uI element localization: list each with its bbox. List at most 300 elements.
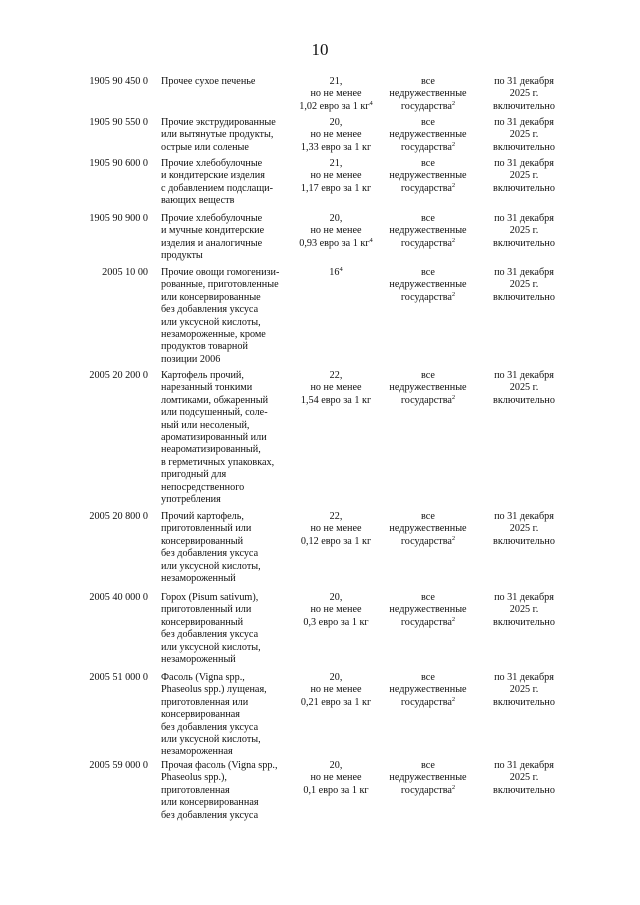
line-text: по 31 декабря [494,117,554,128]
text-line [478,697,570,709]
countries [382,267,474,304]
text-line [382,785,474,797]
text-line [161,573,293,585]
line-text: консервированная [161,709,240,721]
line-text: Прочая фасоль (Vigna spp., [161,760,278,771]
line-text: 2025 г. [509,279,539,291]
line-text: включительно [493,784,555,796]
text-line [382,225,474,237]
text-line [382,382,474,394]
line-text: все [421,760,435,771]
footnote-marker: 2 [451,290,456,298]
text-line [288,617,384,629]
text-line [161,420,293,432]
footnote-marker: 4 [369,99,373,107]
text-line [478,370,570,382]
validity-term [478,370,570,407]
text-line [288,238,384,250]
text-line [478,129,570,141]
text-line [478,684,570,696]
line-text: Прочие овощи гомогенизи- [161,267,280,278]
line-text: недружественные [389,772,467,784]
footnote-marker: 2 [451,393,456,401]
validity-term [478,592,570,629]
line-text: 2025 г. [509,523,539,535]
line-text: рованные, приготовленные [161,279,279,291]
footnote-marker: 4 [369,236,373,244]
text-line [161,734,293,746]
text-line [478,617,570,629]
text-line [161,279,293,291]
product-description [161,267,293,366]
validity-term [478,511,570,548]
line-text: 21, [329,76,343,87]
countries [382,370,474,407]
line-text: государства [400,141,452,153]
text-line [382,511,474,523]
text-line [161,494,293,506]
footnote-marker: 2 [451,236,456,244]
line-text: 20, [329,213,343,224]
text-line [161,76,293,88]
text-line [161,317,293,329]
line-text: без добавления уксуса [161,809,259,821]
hs-code: 1905 90 600 0 [89,158,148,169]
text-line [161,370,293,382]
product-description [161,158,293,208]
product-description [161,592,293,666]
line-text: или уксусной кислоты, [161,641,261,653]
line-text: консервированный [161,616,244,628]
text-line [161,629,293,641]
text-line [478,238,570,250]
countries [382,117,474,154]
line-text: государства [400,784,452,796]
text-line [478,536,570,548]
text-line [382,117,474,129]
line-text: Прочие экструдированные [161,117,276,128]
line-text: но не менее [310,684,362,696]
text-line [382,617,474,629]
line-text: включительно [493,182,555,194]
product-description [161,370,293,506]
text-line [161,304,293,316]
line-text: Фасоль (Vigna spp., [161,672,245,683]
text-line [382,76,474,88]
text-line [288,183,384,195]
duty-rate [288,267,384,279]
text-line [161,407,293,419]
text-line [161,457,293,469]
text-line [478,760,570,772]
text-line [382,292,474,304]
line-text: но не менее [310,604,362,616]
line-text: 1,02 евро за 1 кг [299,100,370,112]
text-line [478,88,570,100]
line-text: по 31 декабря [494,672,554,683]
line-text: государства [400,182,452,194]
line-text: вающих веществ [161,195,235,207]
line-text: все [421,213,435,224]
line-text: недружественные [389,279,467,291]
text-line [382,536,474,548]
countries [382,213,474,250]
text-line [161,225,293,237]
text-line [382,592,474,604]
text-line [161,709,293,721]
validity-term [478,672,570,709]
text-line [288,760,384,772]
text-line [161,561,293,573]
text-line [478,592,570,604]
line-text: по 31 декабря [494,592,554,603]
text-line [382,697,474,709]
text-line [161,797,293,809]
text-line [161,469,293,481]
text-line [161,341,293,353]
text-line [382,213,474,225]
line-text: 0,1 евро за 1 кг [303,784,369,796]
duty-rate [288,511,384,548]
line-text: государства [400,291,452,303]
line-text: государства [400,100,452,112]
text-line [478,382,570,394]
countries [382,158,474,195]
line-text: ный или несоленый, [161,419,250,431]
text-line [161,785,293,797]
text-line [161,722,293,734]
text-line [478,76,570,88]
text-line [161,672,293,684]
line-text: 2025 г. [509,225,539,237]
countries [382,76,474,113]
text-line [161,432,293,444]
product-description [161,672,293,759]
text-line [161,142,293,154]
footnote-marker: 2 [451,783,456,791]
line-text: незамороженная [161,746,233,758]
text-line [288,142,384,154]
line-text: нарезанный тонкими [161,382,253,394]
duty-rate [288,370,384,407]
line-text: 2025 г. [509,170,539,182]
validity-term [478,76,570,113]
line-text: 0,3 евро за 1 кг [303,616,369,628]
validity-term [478,158,570,195]
text-line [161,195,293,207]
footnote-marker: 2 [451,99,456,107]
validity-term [478,213,570,250]
hs-code: 1905 90 450 0 [89,76,148,87]
line-text: недружественные [389,129,467,141]
line-text: все [421,672,435,683]
text-line [382,604,474,616]
text-line [288,267,384,279]
line-text: острые или соленые [161,141,249,153]
line-text: по 31 декабря [494,760,554,771]
line-text: или уксусной кислоты, [161,560,261,572]
line-text: приготовленный или [161,523,252,535]
text-line [161,238,293,250]
text-line [478,511,570,523]
text-line [382,129,474,141]
text-line [478,267,570,279]
line-text: 20, [329,592,343,603]
text-line [161,170,293,182]
text-line [288,511,384,523]
text-line [161,158,293,170]
text-line [161,760,293,772]
duty-rate [288,672,384,709]
line-text: без добавления уксуса [161,548,259,560]
text-line [382,523,474,535]
text-line [161,511,293,523]
line-text: Phaseolus spp.), [161,772,227,784]
hs-code: 1905 90 550 0 [89,117,148,128]
text-line [161,354,293,366]
line-text: 22, [329,370,343,381]
line-text: все [421,117,435,128]
page-number: 10 [311,40,329,59]
text-line [161,772,293,784]
product-description [161,76,293,88]
line-text: 0,21 евро за 1 кг [300,696,372,708]
footnote-marker: 2 [451,181,456,189]
line-text: все [421,370,435,381]
line-text: изделия и аналогичные [161,237,263,249]
line-text: без добавления уксуса [161,721,259,733]
countries [382,672,474,709]
text-line [382,267,474,279]
line-text: ломтиками, обжаренный [161,394,269,406]
text-line [161,250,293,262]
line-text: 0,12 евро за 1 кг [300,535,372,547]
text-line [288,170,384,182]
line-text: 1,33 евро за 1 кг [300,141,372,153]
text-line [478,292,570,304]
text-line [161,810,293,822]
text-line [161,592,293,604]
text-line [161,548,293,560]
duty-rate [288,760,384,797]
line-text: Phaseolus spp.) лущеная, [161,684,267,696]
validity-term [478,117,570,154]
line-text: или консервированная [161,797,259,809]
product-description [161,760,293,822]
line-text: включительно [493,696,555,708]
text-line [161,697,293,709]
line-text: незамороженный [161,654,236,666]
line-text: или уксусной кислоты, [161,734,261,746]
text-line [478,785,570,797]
line-text: или консервированные [161,291,261,303]
line-text: 2025 г. [509,382,539,394]
line-text: государства [400,696,452,708]
line-text: 2025 г. [509,88,539,100]
line-text: все [421,592,435,603]
text-line [288,370,384,382]
text-line [478,101,570,113]
line-text: но не менее [310,129,362,141]
text-line [382,760,474,772]
text-line [288,117,384,129]
duty-rate [288,592,384,629]
footnote-marker: 2 [451,140,456,148]
text-line [478,183,570,195]
line-text: с добавлением подслащи- [161,182,274,194]
line-text: 21, [329,158,343,169]
text-line [288,382,384,394]
line-text: по 31 декабря [494,158,554,169]
text-line [478,213,570,225]
line-text: ароматизированный или [161,432,267,444]
text-line [288,76,384,88]
footnote-marker: 2 [451,534,456,542]
text-line [382,142,474,154]
line-text: недружественные [389,170,467,182]
line-text: или уксусной кислоты, [161,316,261,328]
text-line [288,684,384,696]
line-text: все [421,267,435,278]
line-text: 20, [329,672,343,683]
text-line [478,170,570,182]
line-text: продукты [161,250,203,262]
product-description [161,213,293,263]
text-line [288,158,384,170]
line-text: но не менее [310,772,362,784]
text-line [382,672,474,684]
line-text: но не менее [310,382,362,394]
text-line [382,370,474,382]
text-line [161,267,293,279]
line-text: недружественные [389,382,467,394]
text-line [478,225,570,237]
text-line [161,444,293,456]
line-text: приготовленная [161,784,230,796]
text-line [478,142,570,154]
line-text: государства [400,535,452,547]
line-text: или вытянутые продукты, [161,129,274,141]
line-text: Прочее сухое печенье [161,76,256,87]
text-line [288,592,384,604]
text-line [161,746,293,758]
line-text: Прочие хлебобулочные [161,158,263,169]
text-line [478,523,570,535]
line-text: включительно [493,616,555,628]
line-text: в герметичных упаковках, [161,456,275,468]
text-line [382,158,474,170]
hs-code: 2005 20 200 0 [89,370,148,381]
text-line [478,672,570,684]
text-line [382,183,474,195]
line-text: и мучные кондитерские [161,225,265,237]
text-line [288,672,384,684]
line-text: и кондитерские изделия [161,170,265,182]
line-text: 20, [329,117,343,128]
text-line [382,395,474,407]
text-line [382,238,474,250]
text-line [288,536,384,548]
text-line [161,642,293,654]
line-text: включительно [493,291,555,303]
line-text: государства [400,237,452,249]
text-line [161,482,293,494]
text-line [161,129,293,141]
hs-code: 2005 40 000 0 [89,592,148,603]
line-text: но не менее [310,170,362,182]
text-line [478,158,570,170]
line-text: по 31 декабря [494,511,554,522]
text-line [288,785,384,797]
line-text: незамороженные, кроме [161,329,266,341]
line-text: 1,54 евро за 1 кг [300,394,372,406]
validity-term [478,267,570,304]
text-line [382,772,474,784]
line-text: 2025 г. [509,129,539,141]
line-text: неароматизированный, [161,444,261,456]
line-text: государства [400,394,452,406]
line-text: позиции 2006 [161,353,221,365]
line-text: 2025 г. [509,604,539,616]
line-text: 16 [329,267,340,278]
text-line [288,523,384,535]
text-line [382,279,474,291]
text-line [382,684,474,696]
duty-rate [288,213,384,250]
hs-code: 2005 51 000 0 [89,672,148,683]
line-text: без добавления уксуса [161,304,259,316]
line-text: недружественные [389,523,467,535]
line-text: Прочий картофель, [161,511,244,522]
text-line [288,697,384,709]
line-text: незамороженный [161,573,236,585]
text-line [161,523,293,535]
line-text: приготовленная или [161,696,249,708]
line-text: по 31 декабря [494,370,554,381]
text-line [161,183,293,195]
line-text: 2025 г. [509,684,539,696]
line-text: непосредственного [161,481,245,493]
line-text: Прочие хлебобулочные [161,213,263,224]
line-text: 2025 г. [509,772,539,784]
text-line [288,101,384,113]
validity-term [478,760,570,797]
duty-rate [288,117,384,154]
line-text: включительно [493,237,555,249]
text-line [288,213,384,225]
hs-code: 2005 10 00 [102,267,148,278]
line-text: без добавления уксуса [161,629,259,641]
line-text: недружественные [389,88,467,100]
line-text: все [421,76,435,87]
text-line [288,772,384,784]
footnote-marker: 2 [451,615,456,623]
line-text: по 31 декабря [494,76,554,87]
footnote-marker: 2 [451,695,456,703]
duty-rate [288,76,384,113]
line-text: недружественные [389,225,467,237]
text-line [161,213,293,225]
line-text: приготовленный или [161,604,252,616]
text-line [161,654,293,666]
text-line [478,604,570,616]
line-text: употребления [161,494,221,506]
text-line [382,101,474,113]
hs-code: 2005 59 000 0 [89,760,148,771]
text-line [382,88,474,100]
text-line [478,772,570,784]
line-text: Горох (Pisum sativum), [161,592,259,603]
